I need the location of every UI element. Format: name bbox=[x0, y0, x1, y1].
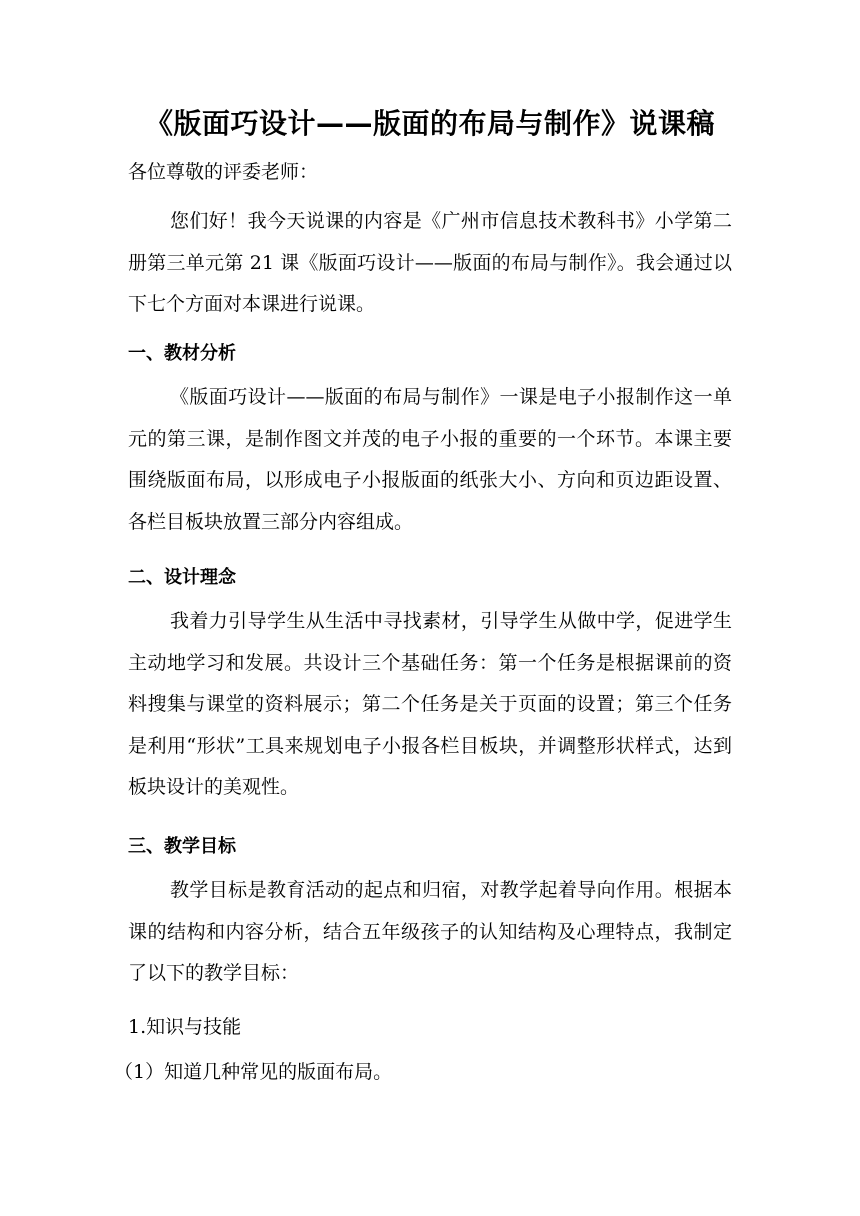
document-title: 《版面巧设计——版面的布局与制作》说课稿 bbox=[144, 107, 715, 140]
list-item: （1）知道几种常见的版面布局。 bbox=[114, 1061, 393, 1083]
salutation: 各位尊敬的评委老师： bbox=[128, 161, 319, 183]
section-paragraph-textbook-analysis: 《版面巧设计——版面的布局与制作》一课是电子小报制作这一单元的第三课，是制作图文并茂的电子小报的重要的一个环节。本课主要围绕版面布局，以形成电子小报版面的纸张大小、方向和页边距设置、各栏目板块放置三部分内容组成。 bbox=[128, 386, 732, 533]
section-paragraph-teaching-objectives: 教学目标是教育活动的起点和归宿，对教学起着导向作用。根据本课的结构和内容分析，结合五年级孩子的认知结构及心理特点，我制定了以下的教学目标： bbox=[128, 879, 732, 984]
section-heading-design-concept: 二、设计理念 bbox=[128, 567, 236, 588]
subheading-knowledge-skills: 1.知识与技能 bbox=[128, 1016, 242, 1038]
section-heading-textbook-analysis: 一、教材分析 bbox=[128, 343, 236, 364]
intro-paragraph: 您们好！我今天说课的内容是《广州市信息技术教科书》小学第二册第三单元第 21 课《版面巧设计——版面的布局与制作》。我会通过以下七个方面对本课进行说课。 bbox=[128, 210, 732, 315]
section-heading-teaching-objectives: 三、教学目标 bbox=[128, 836, 236, 857]
section-paragraph-design-concept: 我着力引导学生从生活中寻找素材，引导学生从做中学，促进学生主动地学习和发展。共设计三个基础任务：第一个任务是根据课前的资料搜集与课堂的资料展示；第二个任务是关于页面的设置；第三个任务是利用“形状”工具来规划电子小报各栏目板块，并调整形状样式，达到板块设计的美观性。 bbox=[128, 610, 732, 798]
